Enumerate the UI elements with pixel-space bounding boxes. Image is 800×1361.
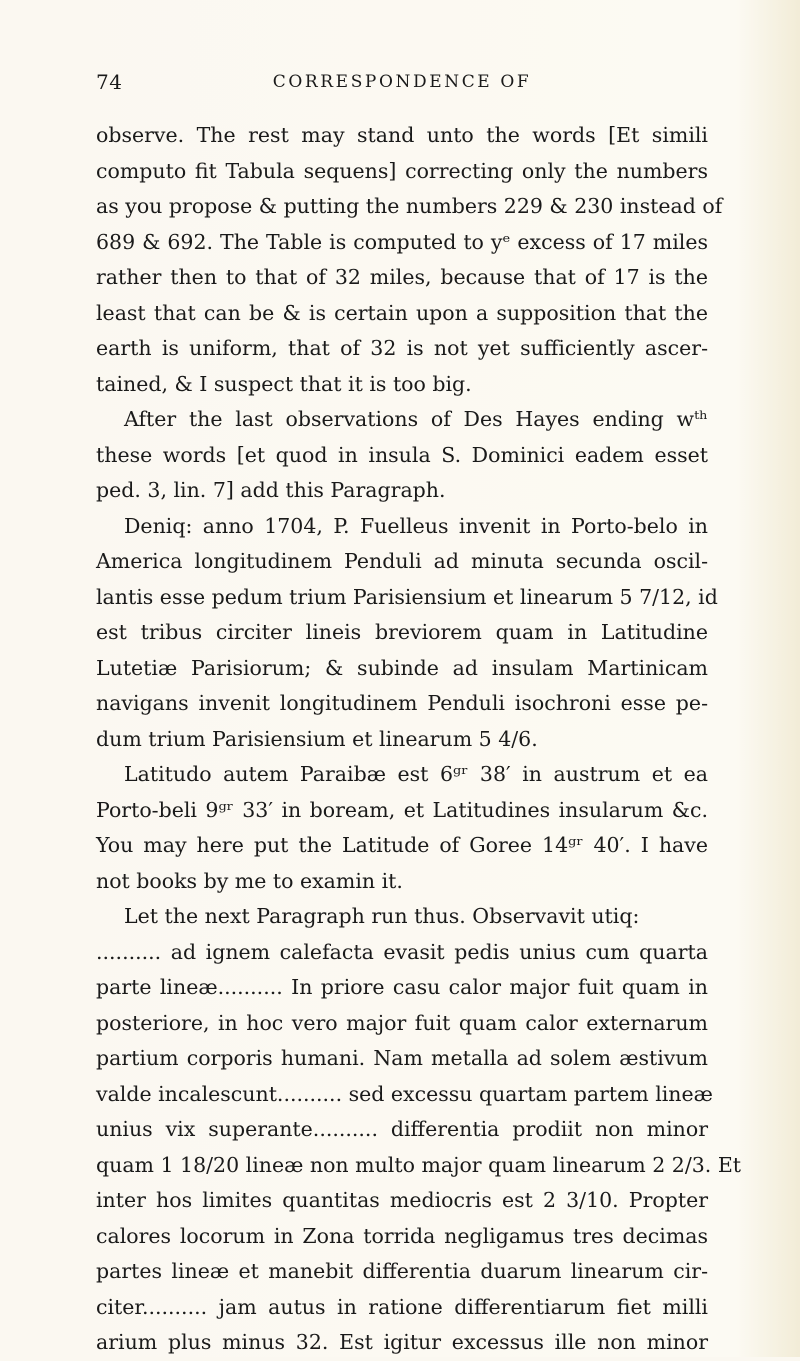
text-line: Lutetiæ Parisiorum; & subinde ad insulam Martinicam	[96, 655, 708, 680]
text-line: quam 1 18/20 lineæ non multo major quam linearum 2 2/3. Et	[96, 1152, 742, 1177]
text-line: est tribus circiter lineis breviorem quam in Latitudine	[96, 620, 708, 644]
text-line: inter hos limites quantitas mediocris est 2 3/10. Propter	[96, 1188, 708, 1212]
text-line: as you propose & putting the numbers 229 & 230 instead of	[96, 194, 723, 218]
text-line: dum trium Parisiensium et linearum 5 4/6.	[96, 726, 538, 751]
text-line: least that can be & is certain upon a supposition that the	[96, 300, 708, 325]
text-line: America longitudinem Penduli ad minuta secunda oscil-	[96, 549, 708, 573]
text-line: unius vix superante.......... differentia prodiit non minor	[96, 1117, 708, 1141]
running-head: CORRESPONDENCE OF	[272, 72, 532, 92]
text-line: partes lineæ et manebit differentia duarum linearum cir-	[96, 1259, 708, 1283]
page-header	[96, 70, 708, 100]
text-line: these words [et quod in insula S. Dominici eadem esset	[96, 442, 708, 467]
text-line: After the last observations of Des Hayes ending wᵗʰ	[124, 407, 708, 431]
text-line: Latitudo autem Paraibæ est 6ᵍʳ 38′ in austrum et ea	[124, 762, 708, 786]
text-line: tained, & I suspect that it is too big.	[96, 371, 472, 396]
text-line: 689 & 692. The Table is computed to yᵉ excess of 17 miles	[96, 229, 708, 254]
text-line: Deniq: anno 1704, P. Fuelleus invenit in Porto-belo in	[124, 513, 708, 538]
page-number: 74	[96, 70, 123, 94]
text-line: ped. 3, lin. 7] add this Paragraph.	[96, 478, 446, 502]
text-line: navigans invenit longitudinem Penduli isochroni esse pe-	[96, 691, 708, 715]
text-line: .......... ad ignem calefacta evasit pedis unius cum quarta	[96, 939, 708, 964]
text-line: calores locorum in Zona torrida negligamus tres decimas	[96, 1223, 708, 1248]
text-line: parte lineæ.......... In priore casu calor major fuit quam in	[96, 975, 708, 999]
text-line: computo fit Tabula sequens] correcting only the numbers	[96, 158, 708, 183]
text-line: You may here put the Latitude of Goree 14ᵍʳ 40′. I have	[96, 833, 708, 857]
text-line: earth is uniform, that of 32 is not yet sufficiently ascer-	[96, 336, 708, 360]
text-line: Porto-beli 9ᵍʳ 33′ in boream, et Latitudines insularum &c.	[96, 797, 708, 822]
text-line: not books by me to examin it.	[96, 868, 403, 893]
text-line: observe. The rest may stand unto the words [Et simili	[96, 123, 708, 147]
text-line: Let the next Paragraph run thus. Observavit utiq:	[124, 904, 640, 928]
text-line: lantis esse pedum trium Parisiensium et linearum 5 7/12, id	[96, 584, 718, 609]
body-text	[96, 118, 742, 1361]
text-line: rather then to that of 32 miles, because that of 17 is the	[96, 265, 708, 289]
text-line: citer.......... jam autus in ratione differentiarum fiet milli	[96, 1294, 708, 1319]
text-line: partium corporis humani. Nam metalla ad solem æstivum	[96, 1046, 708, 1070]
text-line: posteriore, in hoc vero major fuit quam calor externarum	[96, 1010, 708, 1035]
text-line: valde incalescunt.......... sed excessu quartam partem lineæ	[96, 1081, 713, 1106]
text-line: arium plus minus 32. Est igitur excessus ille non minor	[96, 1330, 708, 1354]
